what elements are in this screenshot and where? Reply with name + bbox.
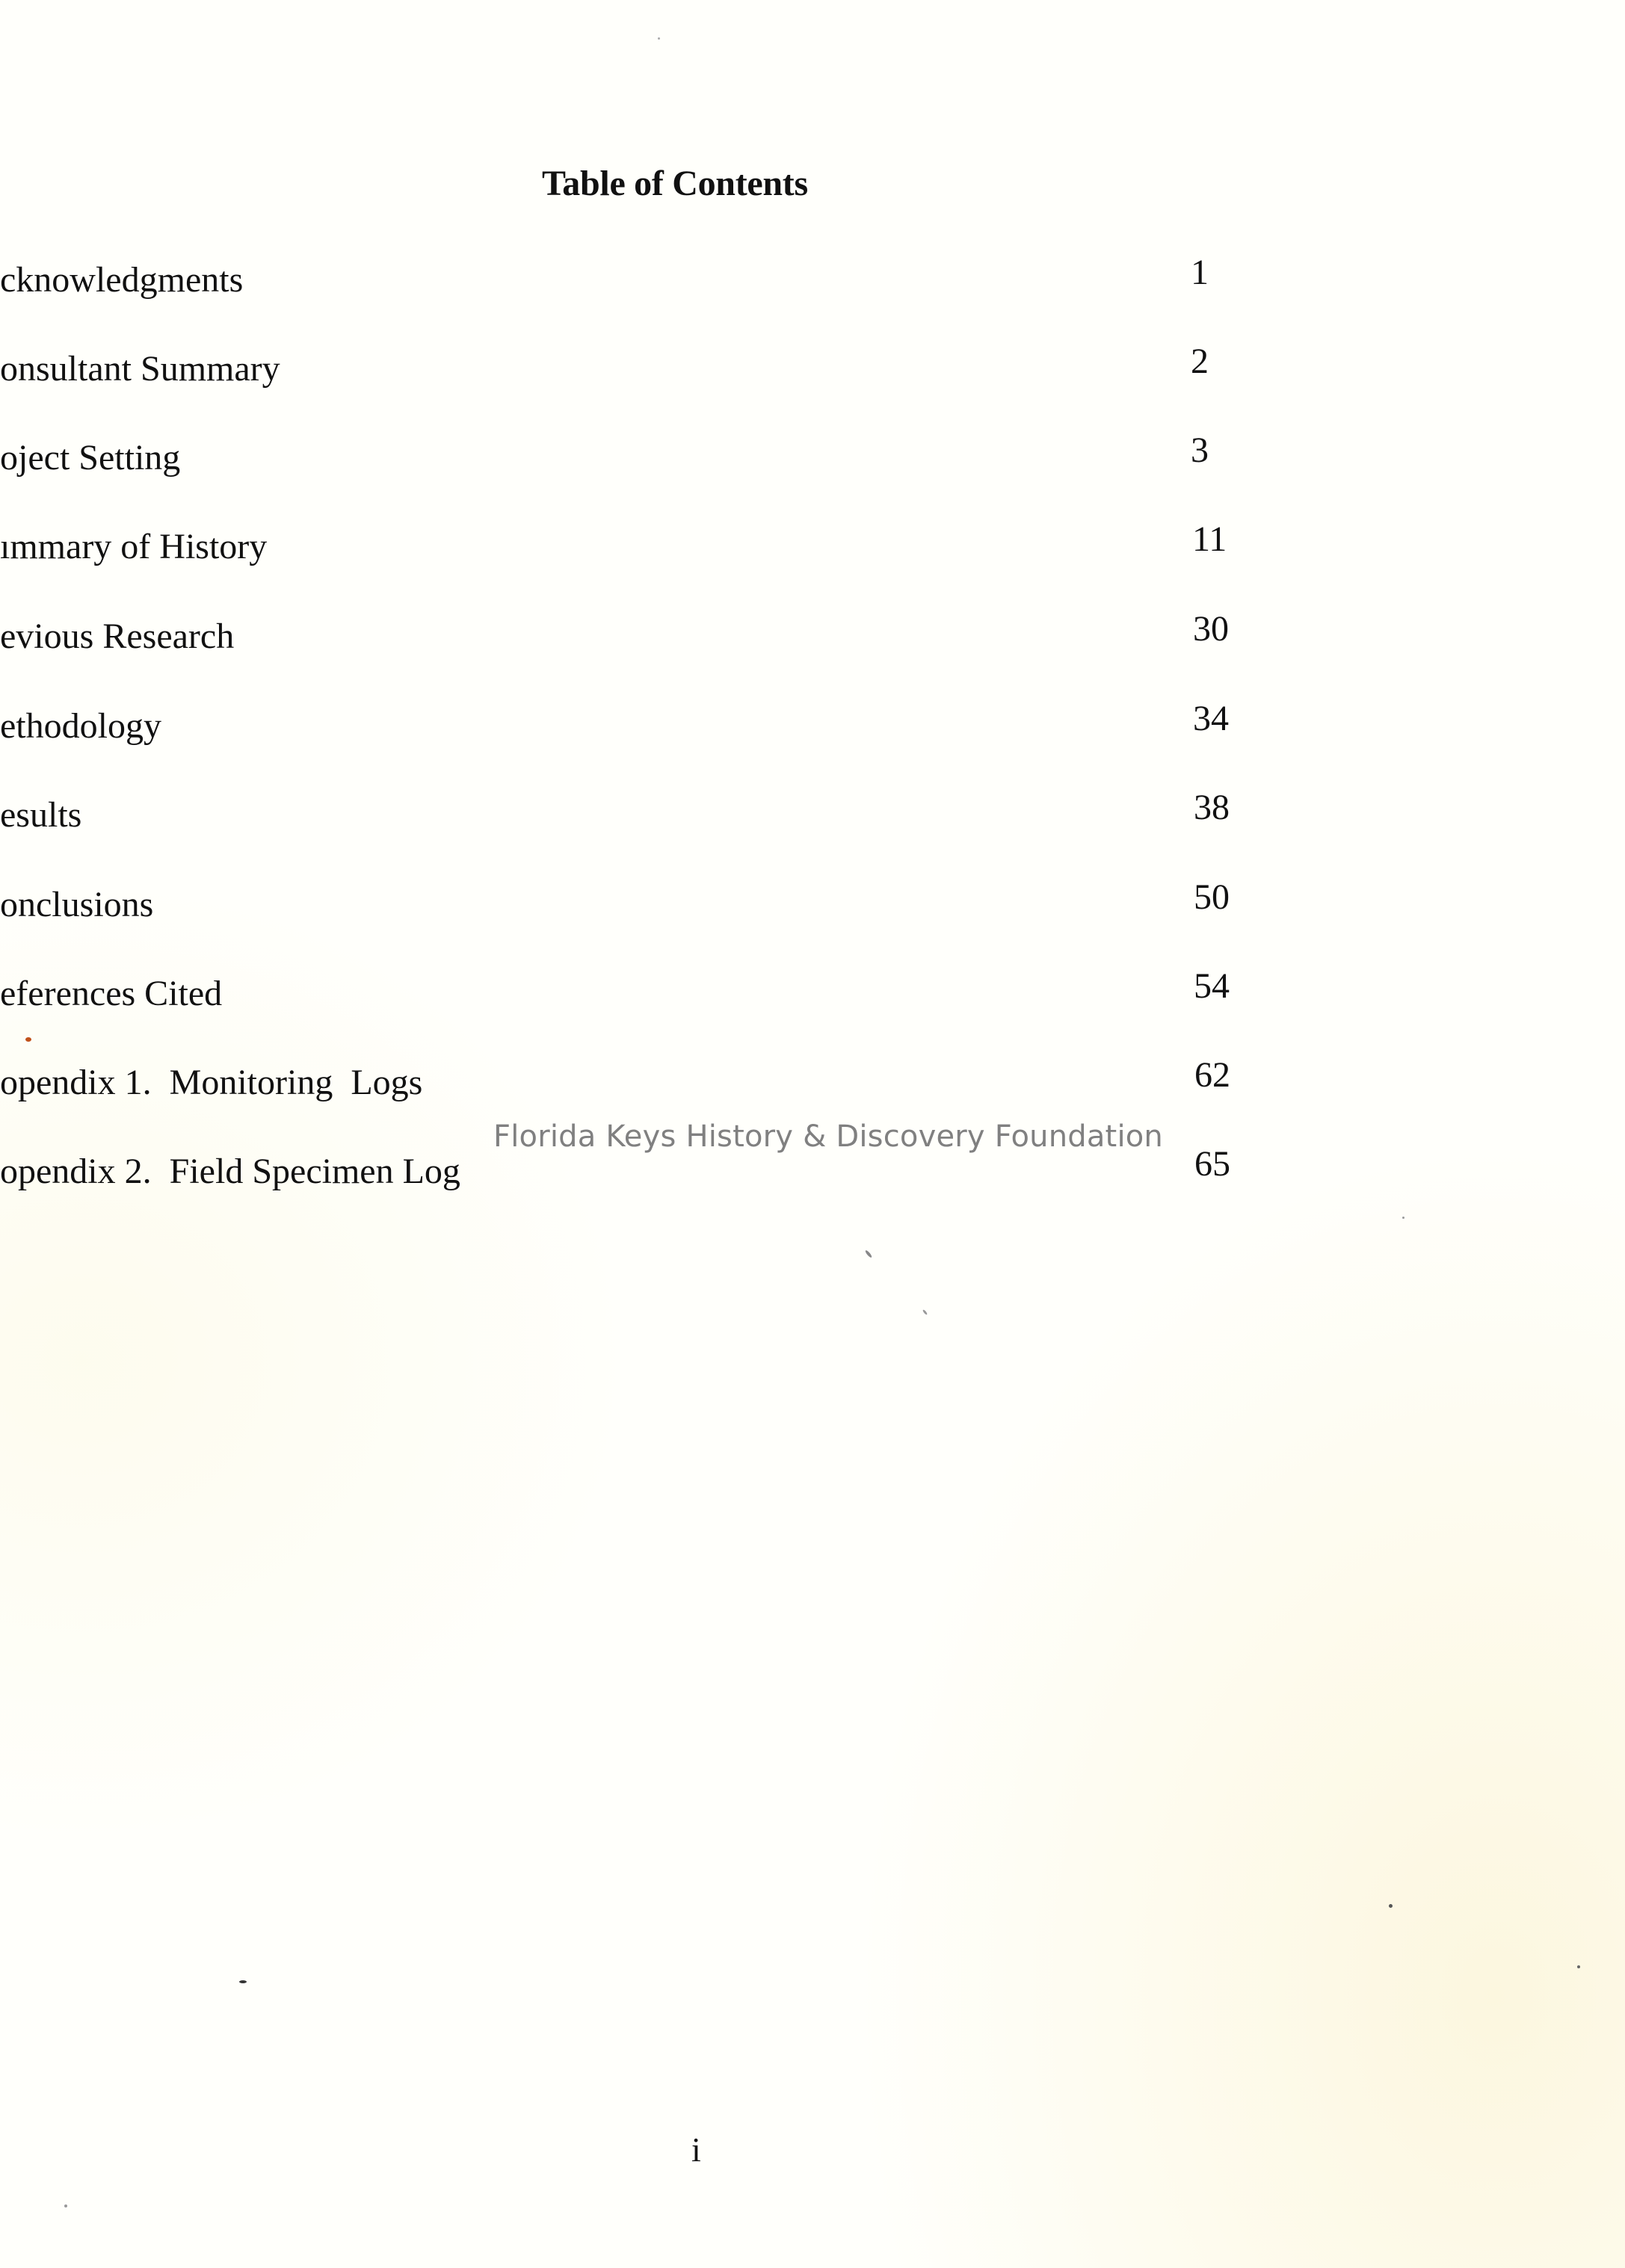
toc-entry xyxy=(0,966,1271,1024)
scan-speck xyxy=(658,37,660,40)
toc-entry-page: 62 xyxy=(1194,1055,1230,1095)
toc-entry-label: opendix 2. Field Specimen Log xyxy=(0,1152,460,1191)
scan-speck xyxy=(922,1309,928,1315)
toc-entry-label: eferences Cited xyxy=(0,974,223,1013)
toc-entry-page: 50 xyxy=(1194,877,1230,917)
scan-speck xyxy=(1389,1904,1393,1908)
toc-entry-label: onsultant Summary xyxy=(0,349,280,389)
toc-entry-page: 2 xyxy=(1191,342,1209,381)
toc-entry xyxy=(0,519,1271,577)
page-title: Table of Contents xyxy=(542,164,808,203)
scan-speck xyxy=(64,2204,67,2207)
toc-entry-page: 30 xyxy=(1193,609,1229,649)
toc-entry-label: opendix 1. Monitoring Logs xyxy=(0,1063,423,1102)
toc-entry-label: cknowledgments xyxy=(0,260,244,300)
toc-entry xyxy=(0,1144,1271,1202)
toc-entry-page: 34 xyxy=(1193,699,1229,738)
toc-entry xyxy=(0,877,1271,935)
toc-entry-page: 3 xyxy=(1191,430,1209,470)
scan-speck xyxy=(1402,1217,1404,1219)
toc-entry xyxy=(0,699,1271,756)
watermark-text: Florida Keys History & Discovery Foundation xyxy=(493,1119,1163,1154)
toc-entry-label: evious Research xyxy=(0,617,235,656)
toc-entry xyxy=(0,342,1271,399)
toc-entry-page: 11 xyxy=(1192,519,1227,559)
toc-entry-label: ımmary of History xyxy=(0,527,268,566)
toc-entry-page: 1 xyxy=(1191,253,1209,292)
toc-entry-label: onclusions xyxy=(0,885,154,924)
toc-entry xyxy=(0,1055,1271,1113)
toc-entry-label: ethodology xyxy=(0,706,161,746)
toc-entry-label: esults xyxy=(0,795,82,835)
scan-speck xyxy=(25,1037,31,1042)
toc-entry-label: oject Setting xyxy=(0,438,181,478)
toc-entry xyxy=(0,609,1271,667)
scan-speck xyxy=(239,1980,247,1983)
toc-entry xyxy=(0,253,1271,310)
toc-entry-page: 65 xyxy=(1194,1144,1230,1184)
toc-entry xyxy=(0,430,1271,488)
toc-entry-page: 38 xyxy=(1194,788,1230,827)
page-number: i xyxy=(691,2131,701,2169)
toc-entry-page: 54 xyxy=(1194,966,1230,1006)
toc-entry xyxy=(0,788,1271,845)
scan-speck xyxy=(1577,1965,1580,1968)
